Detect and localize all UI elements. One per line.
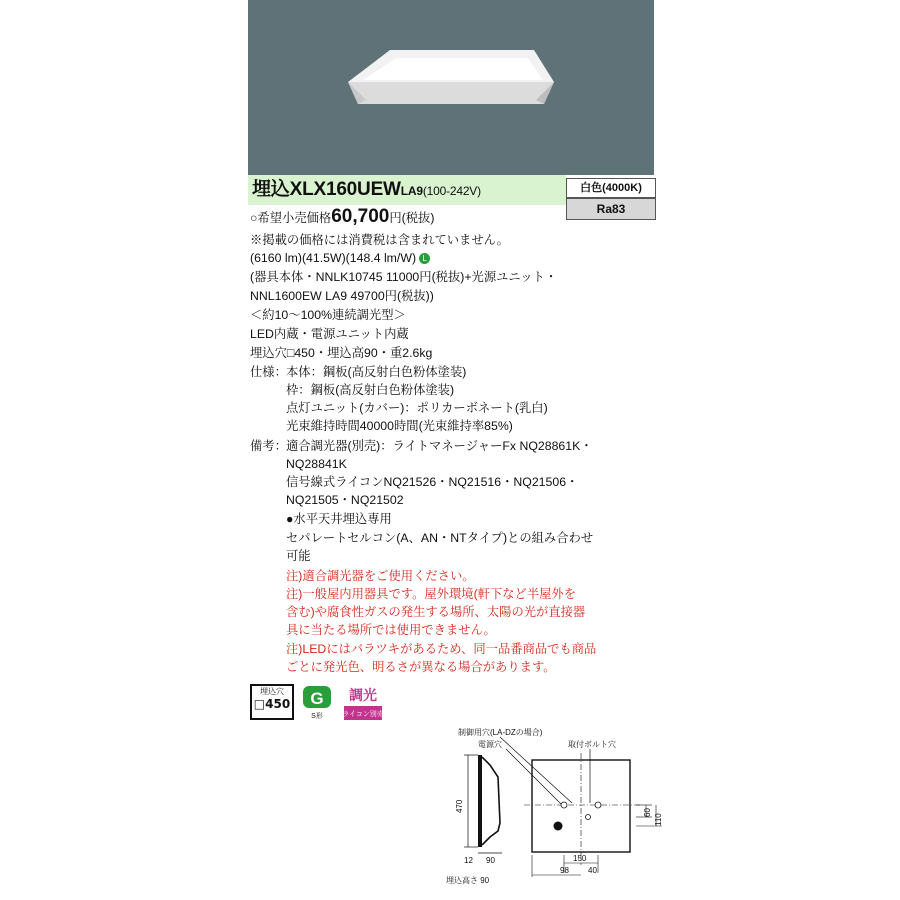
spec-item: 点灯ユニット(カバー)：ポリカーボネート(乳白) xyxy=(286,401,548,415)
warning-line: 注)LEDにはバラツキがあるため、同一品番商品でも商品 xyxy=(286,642,597,656)
specs-label: 仕様： xyxy=(250,365,287,379)
dimension-drawing xyxy=(440,725,670,894)
spec-item: 本体：鋼板(高反射白色粉体塗装) xyxy=(286,365,467,379)
dim-90: 90 xyxy=(486,856,495,865)
g-mark-label: S形 xyxy=(311,713,323,720)
dim-110: 110 xyxy=(654,813,663,826)
spec-line: NNL1600EW LA9 49700円(税抜)) xyxy=(250,289,434,303)
dim-60: 60 xyxy=(643,808,652,817)
product-photo xyxy=(248,0,654,175)
spec-line: 埋込穴□450・埋込高90・重2.6kg xyxy=(250,346,433,360)
spec-item: 枠：鋼板(高反射白色粉体塗装) xyxy=(286,383,455,397)
cutout-size-icon xyxy=(250,684,294,720)
tax-note: ※掲載の価格には消費税は含まれていません。 xyxy=(250,233,509,247)
spec-line: (器具本体・NNLK10745 11000円(税抜)+光源ユニット・ xyxy=(250,270,558,284)
spec-line-lumen xyxy=(250,249,430,267)
notes-label: 備考： xyxy=(250,439,287,453)
lumen-text: (6160 lm)(41.5W)(148.4 lm/W) xyxy=(250,251,417,265)
label-bolt-hole: 取付ボルト穴 xyxy=(568,740,616,749)
warning-line: 注)一般屋内用器具です。屋外環境(軒下など半屋外を xyxy=(286,587,577,601)
note-item: 可能 xyxy=(286,549,311,563)
dimming-icon xyxy=(343,683,383,723)
note-item: NQ28841K xyxy=(286,457,347,471)
label-power-hole: 電源穴 xyxy=(478,740,502,749)
model-number: 埋込XLX160UEW xyxy=(252,179,401,200)
spec-item: 光束維持時間40000時間(光束維持率85%) xyxy=(286,419,513,433)
label-control-hole: 制御用穴(LA-DZの場合) xyxy=(458,728,543,737)
note-item: ●水平天井埋込専用 xyxy=(286,512,392,526)
dimming-sub: ライコン別売 xyxy=(343,710,383,718)
dim-470: 470 xyxy=(455,799,464,813)
note-item: NQ21505・NQ21502 xyxy=(286,493,404,507)
note-item: 適合調光器(別売)：ライトマネージャーFx NQ28861K・ xyxy=(286,439,593,453)
model-suffix: LA9 xyxy=(400,184,423,198)
ceiling-light-illustration xyxy=(248,0,654,175)
dim-98: 98 xyxy=(560,866,569,875)
price-unit: 円(税抜) xyxy=(389,211,435,225)
warning-line: 注)適合調光器をご使用ください。 xyxy=(286,569,475,583)
warning-line: 具に当たる場所では使用できません。 xyxy=(286,623,496,637)
price-amount: 60,700 xyxy=(331,206,390,227)
color-badge: 白色(4000K) xyxy=(566,178,656,198)
note-item: セパレートセルコン(A、AN・NTタイプ)との組み合わせ xyxy=(286,531,594,545)
embed-height: 埋込高さ 90 xyxy=(446,876,490,885)
dimming-label: 調光 xyxy=(349,688,377,704)
cutout-size: □450 xyxy=(253,697,291,711)
g-mark-icon xyxy=(301,684,333,720)
note-item: 信号線式ライコンNQ21526・NQ21516・NQ21506・ xyxy=(286,475,579,489)
price-line xyxy=(250,208,434,227)
voltage: (100-242V) xyxy=(422,184,481,198)
efficiency-mark-icon: L xyxy=(419,253,430,264)
product-title xyxy=(252,175,481,206)
spec-line: ＜約10～100%連続調光型＞ xyxy=(250,308,406,322)
price-label: ○希望小売価格 xyxy=(250,211,332,225)
cutout-label: 埋込穴 xyxy=(260,687,284,696)
svg-text:G: G xyxy=(310,689,324,708)
ra-badge: Ra83 xyxy=(566,198,656,220)
dim-40: 40 xyxy=(588,866,597,875)
spec-line: LED内蔵・電源ユニット内蔵 xyxy=(250,327,409,341)
warning-line: 含む)や腐食性ガスの発生する場所、太陽の光が直接器 xyxy=(286,605,586,619)
warning-line: ごとに発光色、明るさが異なる場合があります。 xyxy=(286,660,556,674)
dim-150: 150 xyxy=(573,854,587,863)
dim-12: 12 xyxy=(464,856,473,865)
